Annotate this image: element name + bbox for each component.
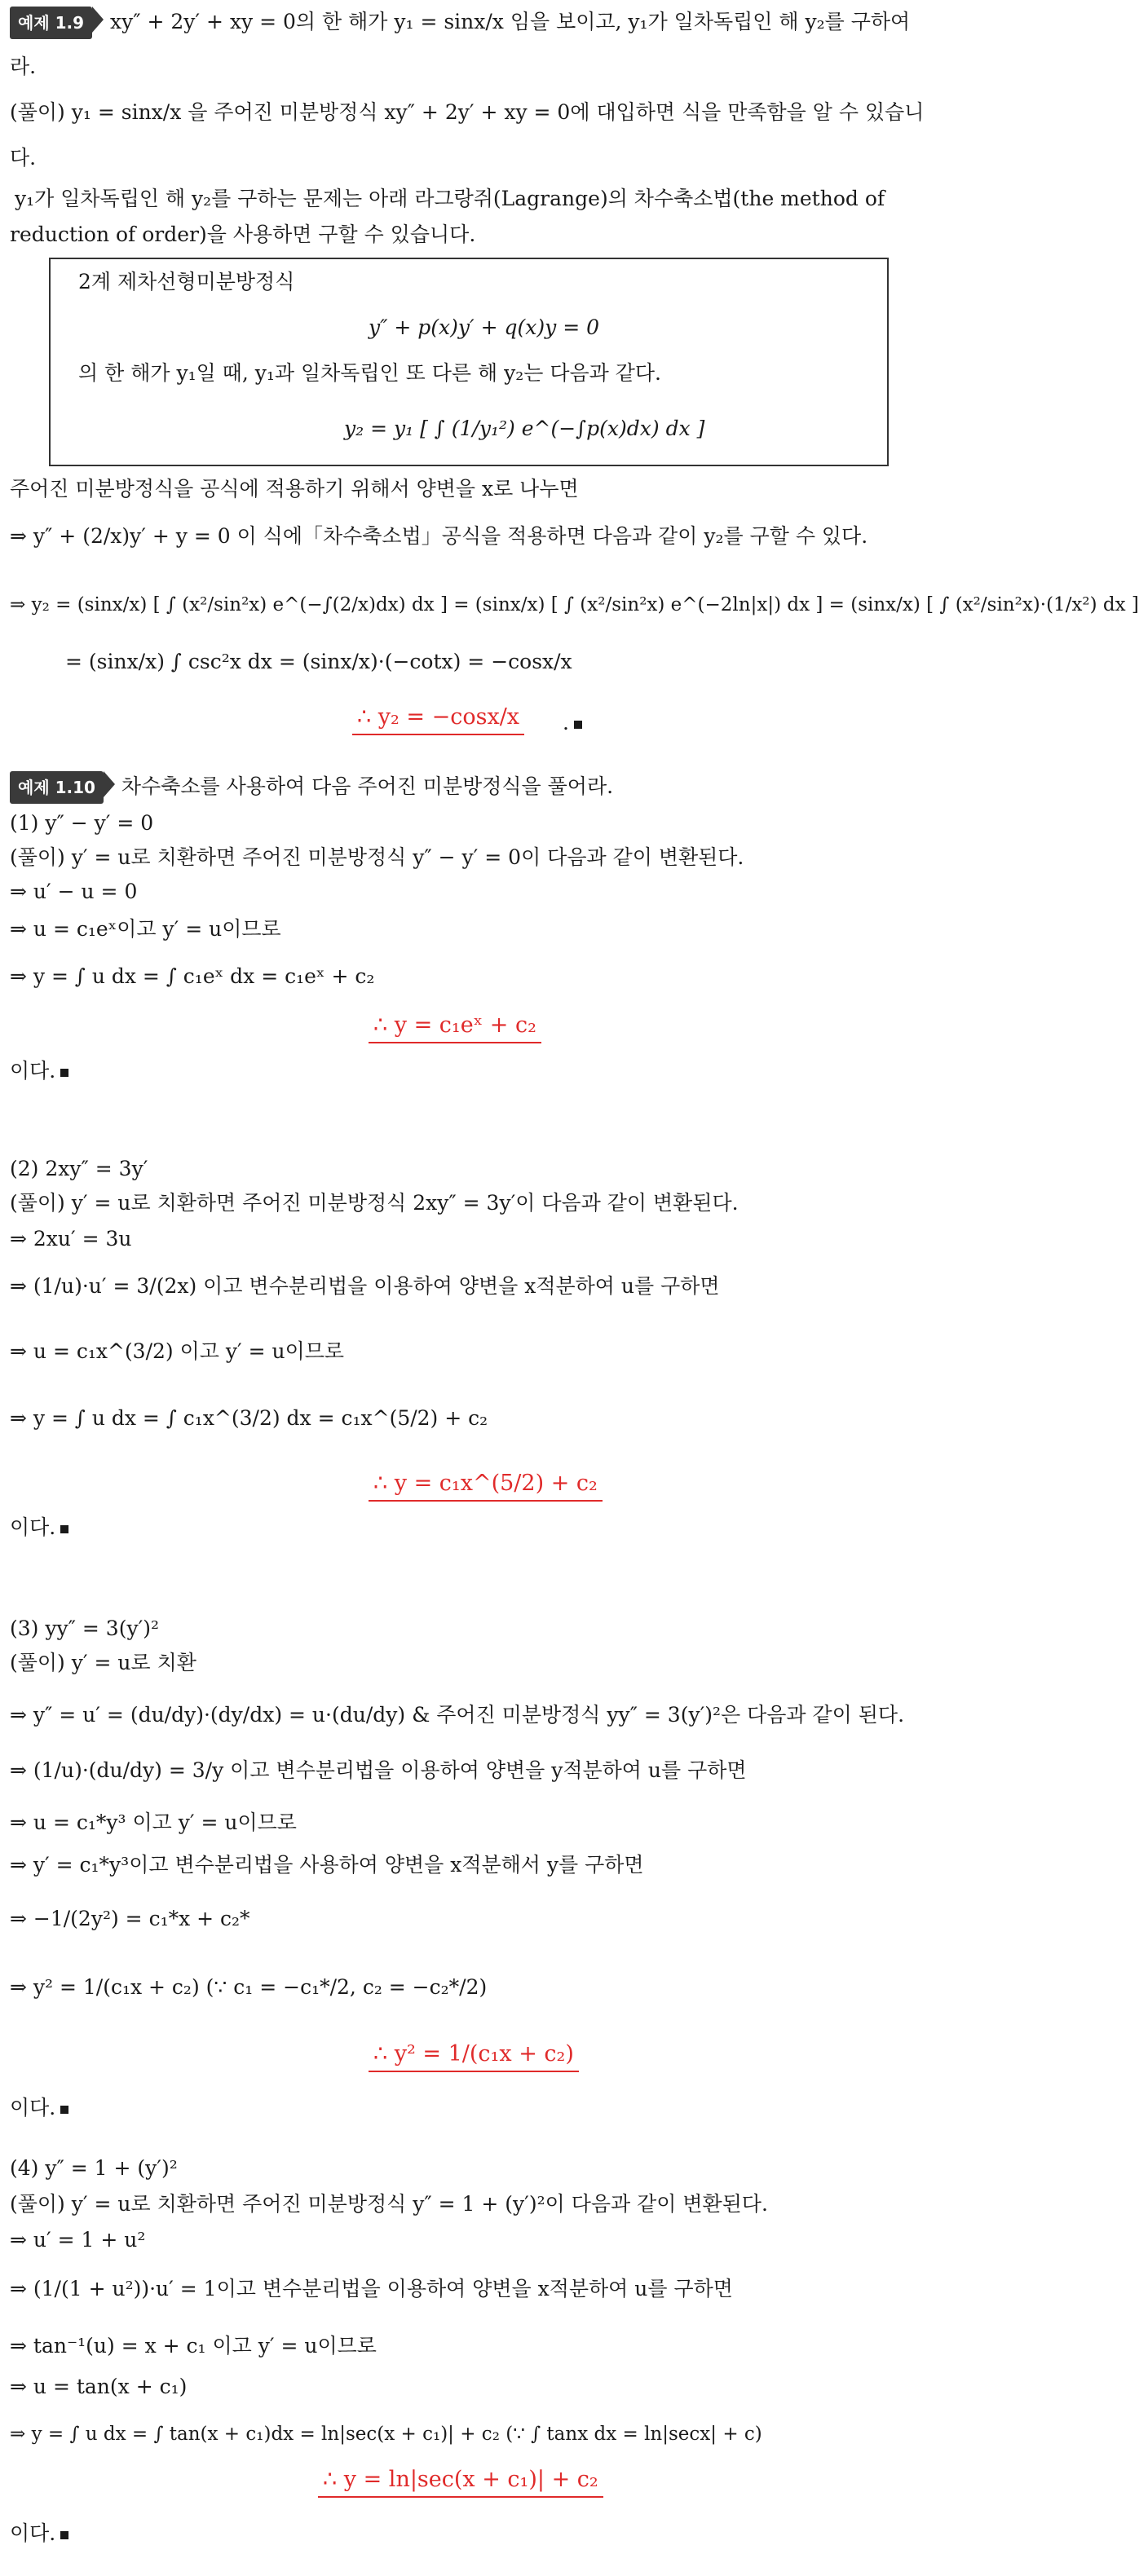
end-line: 이다. [10, 1056, 939, 1086]
answer-text: ∴ y = c₁eˣ + c₂ [373, 1012, 536, 1038]
problem-2-line: ⇒ (1/u)·u′ = 3/(2x) 이고 변수분리법을 이용하여 양변을 x적분하여 u를 구하면 [10, 1274, 720, 1298]
step-integral: ⇒ y₂ = (sinx/x) [ ∫ (x²/sin²x) e^(−∫(2/x)dx) dx ] = (sinx/x) [ ∫ (x²/sin²x) e^(−2ln|x|) dx ] = (sinx/x) [ ∫ (x²/sin²x)·(1/x²) dx ] [10, 594, 1139, 615]
problem-3-line: ⇒ y² = 1/(c₁x + c₂) (∵ c₁ = −c₁*/2, c₂ = −c₂*/2) [10, 1975, 488, 1999]
problem-1-line: (풀이) y′ = u로 치환하면 주어진 미분방정식 y″ − y′ = 0이 다음과 같이 변환된다. [10, 845, 744, 869]
problem-4-line: ⇒ u′ = 1 + u² [10, 2228, 146, 2252]
formula-box [49, 258, 889, 466]
answer-1 [369, 1009, 541, 1043]
end-line: 이다. [10, 2093, 939, 2123]
answer-3 [369, 2038, 579, 2072]
box-formula: y₂ = y₁ [ ∫ (1/y₁²) e^(−∫p(x)dx) dx ] [344, 417, 705, 440]
example-1-10-header [10, 771, 939, 804]
answer-1-9 [352, 701, 524, 735]
problem-4-line: (풀이) y′ = u로 치환하면 주어진 미분방정식 y″ = 1 + (y′)²이 다음과 같이 변환된다. [10, 2192, 768, 2216]
problem-text: xy″ + 2y′ + xy = 0의 한 해가 y₁ = sinx/x 임을 보이고, y₁가 일차독립인 해 y₂를 구하여 [110, 10, 911, 33]
answer-4 [318, 2464, 603, 2498]
example-badge: 예제 1.10 [10, 771, 104, 804]
step-divide: 주어진 미분방정식을 공식에 적용하기 위해서 양변을 x로 나누면 [10, 477, 579, 501]
solution-text: (풀이) y₁ = sinx/x 을 주어진 미분방정식 xy″ + 2y′ + xy = 0에 대입하면 식을 만족함을 알 수 있습니 [10, 100, 925, 124]
example-1-9-problem [10, 7, 939, 39]
problem-1-line: ⇒ u′ − u = 0 [10, 880, 138, 903]
problem-1-line: ⇒ y = ∫ u dx = ∫ c₁eˣ dx = c₁eˣ + c₂ [10, 964, 375, 988]
problem-4-title: (4) y″ = 1 + (y′)² [10, 2156, 178, 2180]
example-intro: 차수축소를 사용하여 다음 주어진 미분방정식을 풀어라. [121, 774, 614, 798]
problem-2-title: (2) 2xy″ = 3y′ [10, 1157, 148, 1180]
end-mark: . [563, 711, 582, 734]
problem-2-line: ⇒ 2xu′ = 3u [10, 1227, 132, 1251]
problem-3-line: ⇒ y′ = c₁*y³이고 변수분리법을 사용하여 양변을 x적분해서 y를 구하면 [10, 1853, 644, 1877]
box-text: 의 한 해가 y₁일 때, y₁과 일차독립인 또 다른 해 y₂는 다음과 같다. [78, 361, 661, 385]
problem-text-cont: 라. [10, 55, 37, 78]
step-result: = (sinx/x) ∫ csc²x dx = (sinx/x)·(−cotx) = −cosx/x [65, 650, 572, 673]
answer-text: ∴ y² = 1/(c₁x + c₂) [373, 2041, 574, 2067]
solution-text-cont: 다. [10, 146, 37, 170]
problem-1-line: ⇒ u = c₁eˣ이고 y′ = u이므로 [10, 917, 281, 941]
problem-4-line: ⇒ y = ∫ u dx = ∫ tan(x + c₁)dx = ln|sec(x + c₁)| + c₂ (∵ ∫ tanx dx = ln|secx| + c) [10, 2424, 762, 2445]
problem-3-line: ⇒ (1/u)·(du/dy) = 3/y 이고 변수분리법을 이용하여 양변을 y적분하여 u를 구하면 [10, 1758, 747, 1782]
answer-2 [369, 1467, 603, 1502]
problem-3-line: (풀이) y′ = u로 치환 [10, 1651, 196, 1674]
problem-4-line: ⇒ (1/(1 + u²))·u′ = 1이고 변수분리법을 이용하여 양변을 x적분하여 u를 구하면 [10, 2277, 733, 2300]
paragraph-text-cont: reduction of order)을 사용하면 구할 수 있습니다. [10, 223, 476, 246]
problem-4-line: ⇒ u = tan(x + c₁) [10, 2375, 188, 2398]
problem-3-title: (3) yy″ = 3(y′)² [10, 1617, 160, 1640]
problem-3-line: ⇒ −1/(2y²) = c₁*x + c₂* [10, 1907, 250, 1930]
box-title: 2계 제차선형미분방정식 [78, 270, 295, 293]
problem-4-line: ⇒ tan⁻¹(u) = x + c₁ 이고 y′ = u이므로 [10, 2334, 377, 2358]
box-equation: y″ + p(x)y′ + q(x)y = 0 [369, 315, 600, 339]
problem-2-line: (풀이) y′ = u로 치환하면 주어진 미분방정식 2xy″ = 3y′이 다음과 같이 변환된다. [10, 1191, 739, 1215]
problem-3-line: ⇒ u = c₁*y³ 이고 y′ = u이므로 [10, 1811, 297, 1834]
end-line: 이다. [10, 1513, 939, 1542]
problem-1-title: (1) y″ − y′ = 0 [10, 811, 154, 835]
step-apply: ⇒ y″ + (2/x)y′ + y = 0 이 식에「차수축소법」공식을 적용하면 다음과 같이 y₂를 구할 수 있다. [10, 524, 868, 548]
answer-text: ∴ y₂ = −cosx/x [357, 704, 520, 730]
paragraph-text: y₁가 일차독립인 해 y₂를 구하는 문제는 아래 라그랑쥐(Lagrange)의 차수축소법(the method of [15, 187, 885, 210]
problem-2-line: ⇒ u = c₁x^(3/2) 이고 y′ = u이므로 [10, 1339, 345, 1363]
example-badge: 예제 1.9 [10, 7, 92, 39]
answer-text: ∴ y = ln|sec(x + c₁)| + c₂ [323, 2467, 598, 2492]
end-line: 이다. [10, 2519, 939, 2548]
problem-2-line: ⇒ y = ∫ u dx = ∫ c₁x^(3/2) dx = c₁x^(5/2) + c₂ [10, 1406, 488, 1430]
answer-text: ∴ y = c₁x^(5/2) + c₂ [373, 1471, 598, 1496]
problem-3-line: ⇒ y″ = u′ = (du/dy)·(dy/dx) = u·(du/dy) & 주어진 미분방정식 yy″ = 3(y′)²은 다음과 같이 된다. [10, 1703, 905, 1727]
